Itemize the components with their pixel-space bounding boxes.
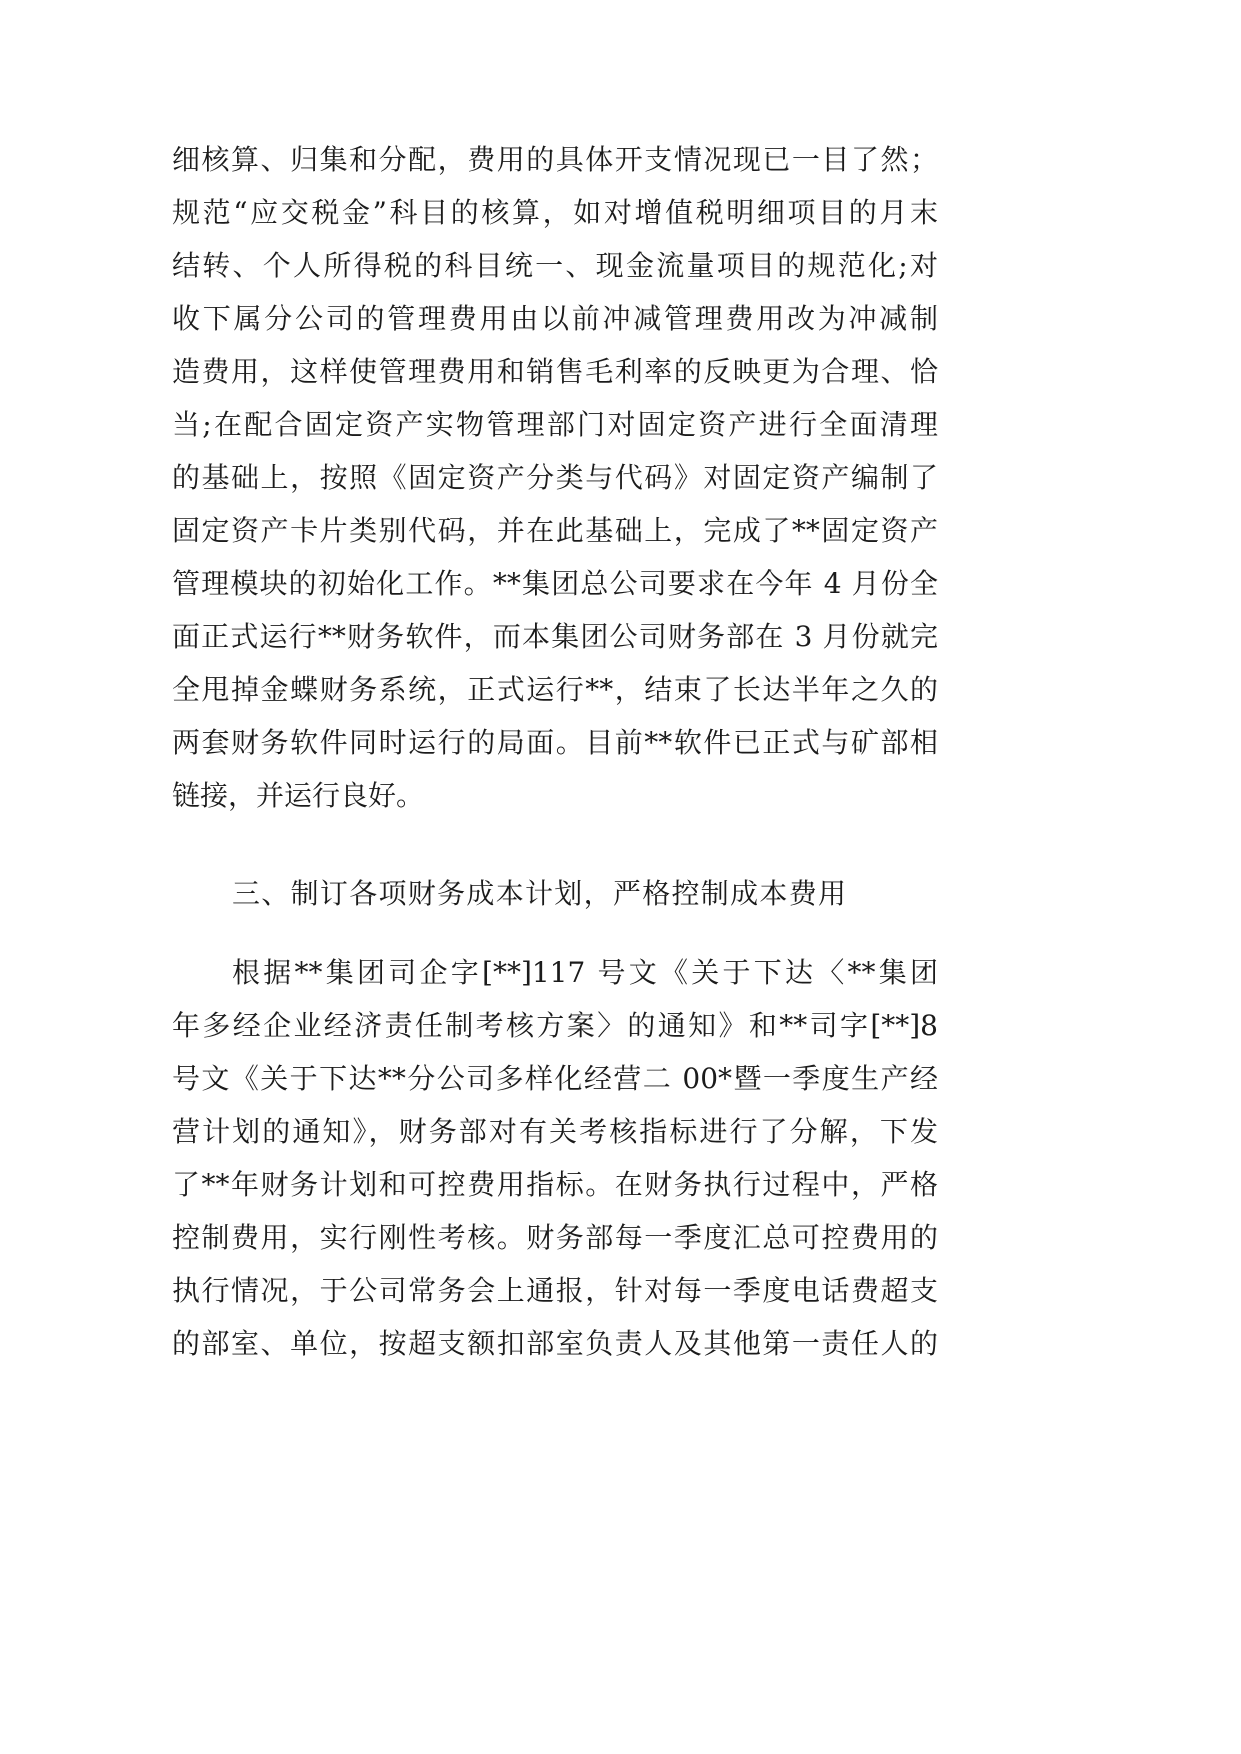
paragraph-line: 营计划的通知》，财务部对有关考核指标进行了分解，下发 (172, 1115, 938, 1148)
paragraph-line: 当;在配合固定资产实物管理部门对固定资产进行全面清理 (172, 408, 938, 441)
paragraph-line: 固定资产卡片类别代码，并在此基础上，完成了**固定资产 (172, 514, 938, 547)
paragraph-line: 年多经企业经济责任制考核方案〉的通知》和**司字[**]8 (172, 1009, 938, 1042)
paragraph-line: 结转、个人所得税的科目统一、现金流量项目的规范化;对 (172, 249, 938, 282)
paragraph-line: 细核算、归集和分配，费用的具体开支情况现已一目了然； (172, 143, 938, 176)
paragraph-line: 造费用，这样使管理费用和销售毛利率的反映更为合理、恰 (172, 355, 938, 388)
paragraph-line: 了**年财务计划和可控费用指标。在财务执行过程中，严格 (172, 1168, 938, 1201)
body-paragraph-1 (172, 133, 938, 822)
paragraph-line: 全甩掉金蝶财务系统，正式运行**，结束了长达半年之久的 (172, 673, 938, 706)
paragraph-line: 的部室、单位，按超支额扣部室负责人及其他第一责任人的 (172, 1327, 938, 1360)
paragraph-line: 面正式运行**财务软件，而本集团公司财务部在 3 月份就完 (172, 620, 938, 653)
paragraph-line: 链接，并运行良好。 (172, 779, 425, 812)
section-heading-text: 三、制订各项财务成本计划，严格控制成本费用 (232, 877, 848, 910)
paragraph-line: 的基础上，按照《固定资产分类与代码》对固定资产编制了 (172, 461, 938, 494)
paragraph-line: 管理模块的初始化工作。**集团总公司要求在今年 4 月份全 (172, 567, 938, 600)
body-paragraph-2 (172, 946, 938, 1370)
section-heading (172, 867, 938, 920)
paragraph-line: 号文《关于下达**分公司多样化经营二 00*暨一季度生产经 (172, 1062, 938, 1095)
paragraph-line: 收下属分公司的管理费用由以前冲减管理费用改为冲减制 (172, 302, 938, 335)
paragraph-line: 规范“应交税金”科目的核算，如对增值税明细项目的月末 (172, 196, 938, 229)
paragraph-line: 两套财务软件同时运行的局面。目前**软件已正式与矿部相 (172, 726, 938, 759)
paragraph-line: 控制费用，实行刚性考核。财务部每一季度汇总可控费用的 (172, 1221, 938, 1254)
paragraph-line: 执行情况，于公司常务会上通报，针对每一季度电话费超支 (172, 1274, 938, 1307)
paragraph-line: 根据**集团司企字[**]117 号文《关于下达〈**集团 (232, 956, 938, 989)
